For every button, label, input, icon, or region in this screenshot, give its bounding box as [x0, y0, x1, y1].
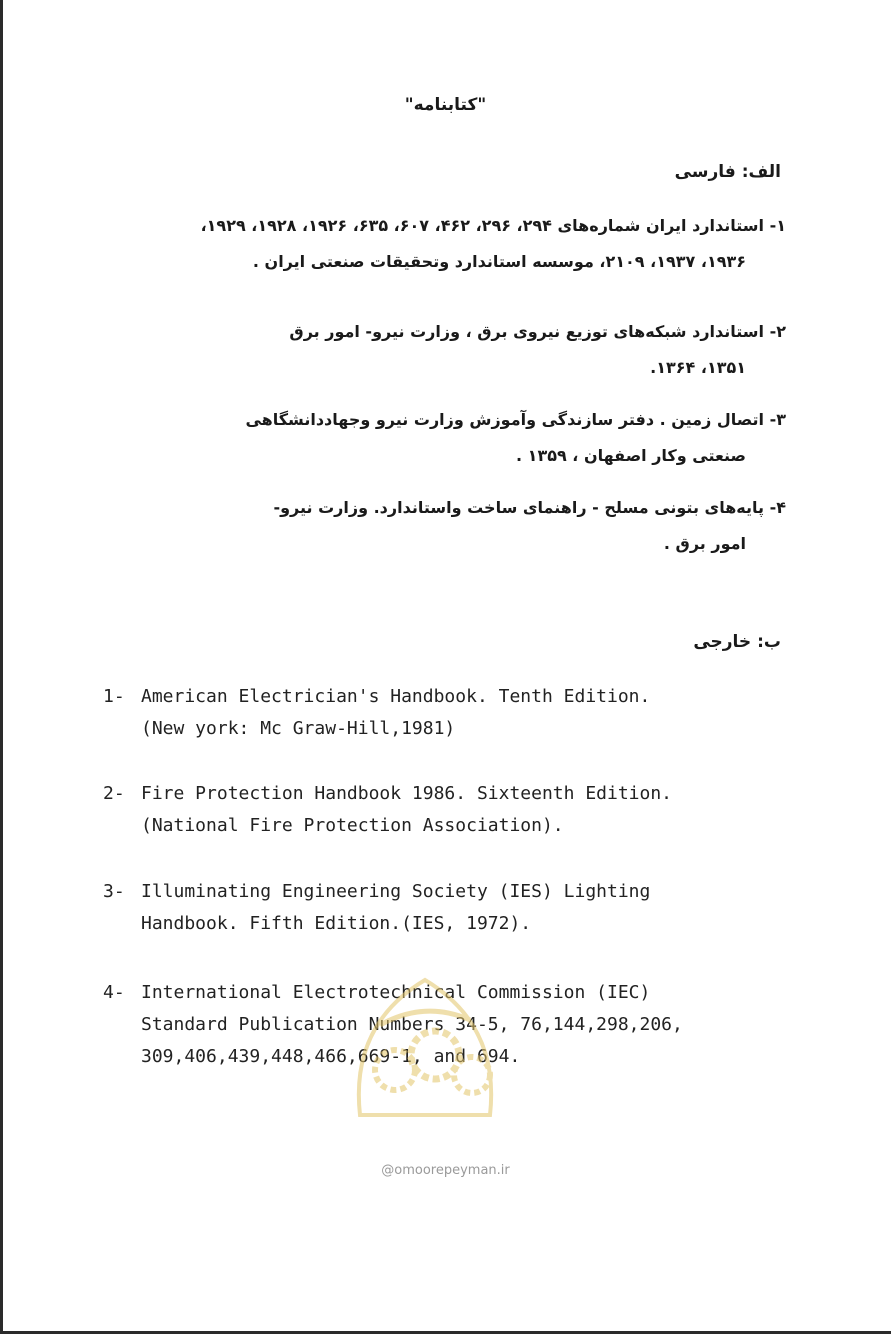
persian-reference-4 — [106, 490, 786, 562]
page-left-edge — [0, 0, 3, 1334]
persian-reference-2 — [106, 314, 786, 386]
persian-ref-1-line2: ۱۹۳۶، ۱۹۳۷، ۲۱۰۹، موسسه استاندارد وتحقیقات صنعتی ایران . — [252, 252, 746, 271]
watermark-logo-icon — [340, 965, 510, 1135]
persian-ref-1-line1: ۱- استاندارد ایران شماره‌های ۲۹۴، ۲۹۶، ۴۶۲، ۶۰۷، ۶۳۵، ۱۹۲۶، ۱۹۲۸، ۱۹۲۹، — [200, 216, 786, 235]
foreign-ref-4-line3: 309,406,439,448,466,669-1, and 694. — [141, 1046, 521, 1067]
persian-reference-1 — [106, 208, 786, 280]
watermark-caption: @omoorepeyman.ir — [381, 1163, 510, 1178]
foreign-reference-3 — [103, 876, 823, 940]
persian-ref-3-line1: ۳- اتصال زمین . دفتر سازندگی وآموزش وزارت نیرو وجهاددانشگاهی — [245, 410, 786, 429]
persian-ref-2-line2: ۱۳۵۱، ۱۳۶۴. — [650, 358, 746, 377]
foreign-ref-1-number: 1- — [103, 686, 125, 707]
foreign-ref-4-line1: International Electrotechnical Commission (IEC) — [141, 982, 651, 1003]
foreign-section-heading: ب: خارجی — [693, 632, 781, 652]
persian-ref-3-line2: صنعتی وکار اصفهان ، ۱۳۵۹ . — [516, 446, 746, 465]
page-title: "کتابنامه" — [404, 95, 487, 115]
foreign-ref-2-line2: (National Fire Protection Association). — [141, 815, 564, 836]
foreign-ref-3-line1: Illuminating Engineering Society (IES) Lighting — [141, 881, 651, 902]
foreign-ref-3-line2: Handbook. Fifth Edition.(IES, 1972). — [141, 913, 532, 934]
foreign-reference-2 — [103, 778, 823, 842]
persian-ref-4-line2: امور برق . — [663, 534, 746, 553]
foreign-reference-1 — [103, 681, 823, 745]
foreign-ref-1-line1: American Electrician's Handbook. Tenth Edition. — [141, 686, 651, 707]
foreign-ref-1-line2: (New york: Mc Graw-Hill,1981) — [141, 718, 456, 739]
foreign-ref-4-number: 4- — [103, 982, 125, 1003]
persian-reference-3 — [106, 402, 786, 474]
foreign-ref-2-line1: Fire Protection Handbook 1986. Sixteenth Edition. — [141, 783, 673, 804]
persian-section-heading: الف: فارسی — [674, 162, 781, 182]
foreign-ref-2-number: 2- — [103, 783, 125, 804]
foreign-ref-4-line2: Standard Publication Numbers 34-5, 76,144,298,206, — [141, 1014, 683, 1035]
foreign-ref-3-number: 3- — [103, 881, 125, 902]
persian-ref-2-line1: ۲- استاندارد شبکه‌های توزیع نیروی برق ، وزارت نیرو- امور برق — [289, 322, 786, 341]
persian-ref-4-line1: ۴- پایه‌های بتونی مسلح - راهنمای ساخت واستاندارد. وزارت نیرو- — [273, 498, 786, 517]
